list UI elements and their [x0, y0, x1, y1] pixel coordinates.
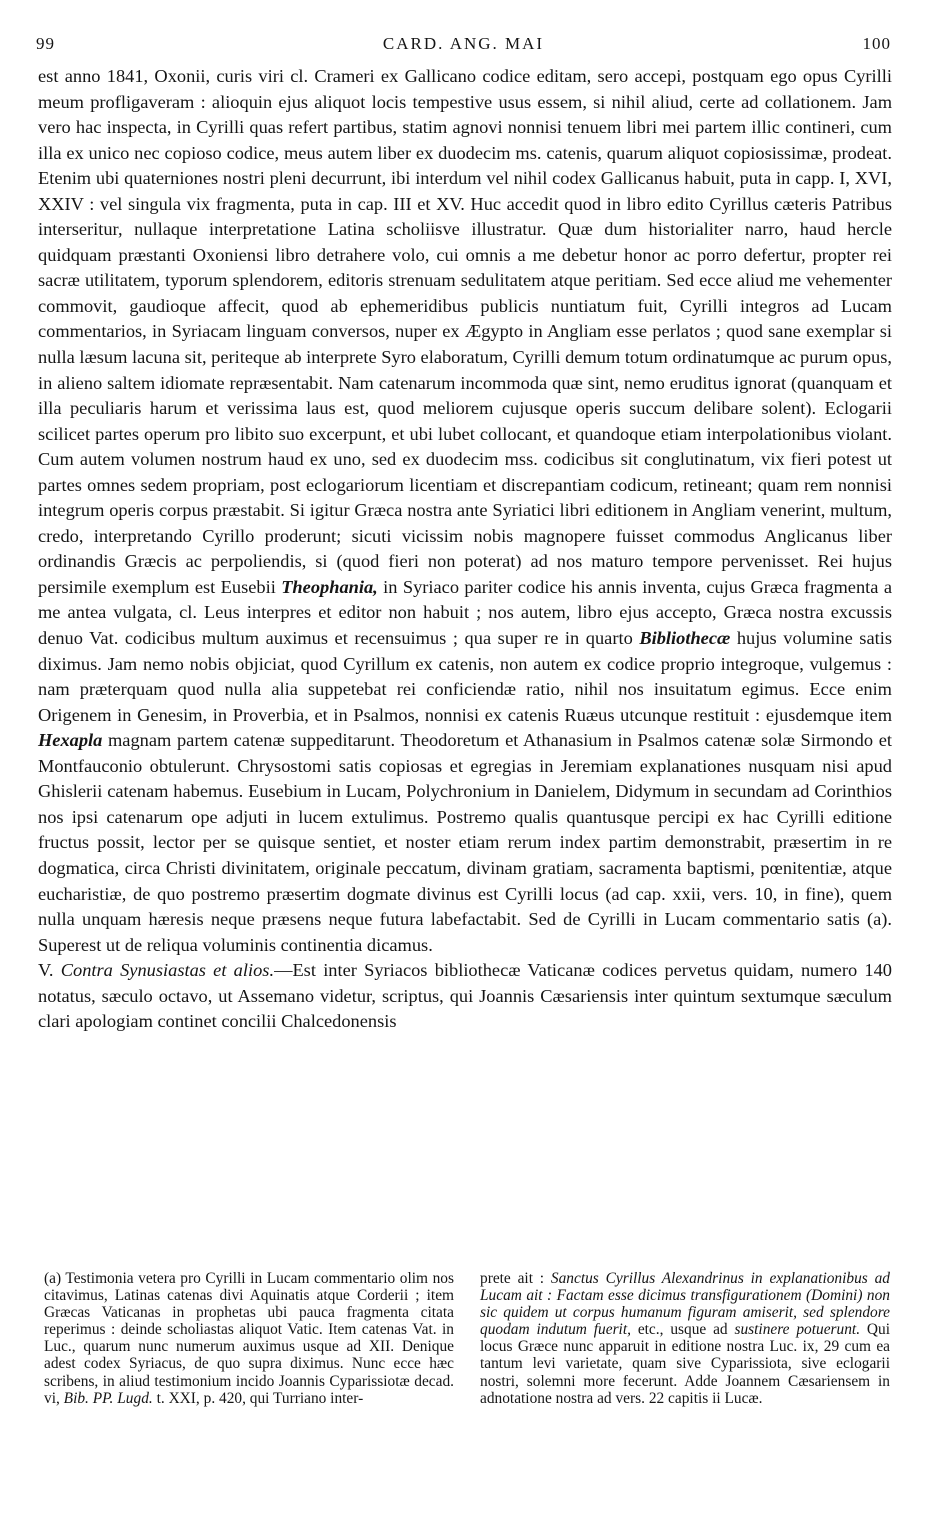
bibliothecae-title: Bibliothecæ — [639, 628, 731, 649]
paragraph-1 — [38, 64, 892, 958]
section-number: V. — [38, 960, 61, 981]
footnote-a-text-end: t. XXI, p. 420, qui Turriano inter- — [152, 1389, 364, 1407]
para1-text-c: hujus volumine satis diximus. Jam nemo nobis objiciat, quod Cyrillum ex catenis, non autem ex codice proprio integroque, vulgemus : nam præterquam quod nulla alia suppetebat rei conficiendæ ratio, nihil nos insuitatum egimus. Ecce enim Origenem in Genesim, in Proverbia, et in Psalmos, nonnisi ex catenis Ruæus utcunque restituit : ejusdemque item — [38, 628, 892, 725]
footnote-cont-text-b: etc., usque ad — [630, 1321, 735, 1339]
paragraph-2 — [38, 958, 892, 1035]
para1-text-e: . Superest ut de reliqua voluminis continentia dicamus. — [38, 909, 892, 955]
footnote-a-text: (a) Testimonia vetera pro Cyrilli in Lucam commentario olim nos citavimus, Latinas catenas divi Aquinatis atque Corderii ; item Græcas Vaticanas in prophetas ubi pauca fragmenta citata reperimus : deinde scholiastas aliquot Vatic. Item catenas Vat. in Luc., quarum nunc numerum auximus usque ad XII. Denique adest codex Syriacus, de quo supra diximus. Nunc ecce hæc scribens, in aliud testimonium incido Joannis Cyparissiotæ decad. vi, — [44, 1270, 454, 1407]
running-title: CARD. ANG. MAI — [382, 34, 545, 53]
hexapla-title: Hexapla — [38, 730, 103, 751]
para1-text-a: est anno 1841, Oxonii, curis viri cl. Crameri ex Gallicano codice editam, sero accepi, postquam ego opus Cyrilli meum profligaveram : alioquin ejus aliquot locis tempestive usus essem, si nihil aliud, certe ad collationem. Jam vero hac inspecta, in Cyrilli quas refert partibus, statim agnovi nonnisi tenuem libri mei partem illic contineri, cum illa ex unico nec copioso codice, meus autem liber ex duodecim ms. catenis, quarum aliquot copiosissimæ, prodeat. Etenim ubi quaterniones nostri pleni decurrunt, ibi interdum vel nihil codex Gallicanus habuit, puta in capp. I, XVI, XXIV : vel singula vix fragmenta, puta in cap. III et XV. Huc accedit quod in libro edito Cyrillus cæteris Patribus interseritur, nullaque interpretatione Latina scholiisve illustratur. Quæ dum historialiter narro, haud hercle quidquam præstanti Oxoniensi libro detrahere volo, cui omnis a me debetur honor ac porro defertur, propter rei sacræ utilitatem, typorum splendorem, editoris strenuam sedulitatem atque peritiam. Sed ecce aliud me vehementer commovit, gaudioque affecit, quod ab ephemeridibus publicis nuntiatum fuit, Cyrilli integros ad Lucam commentarios, in Syriacam linguam conversos, nuper ex Ægypto in Angliam esse perlatos ; quod sane exemplar si nulla læsum lacuna sit, periteque ab interprete Syro elaboratum, Cyrilli demum totum ordinatumque ac purum opus, in alieno saltem idiomate repræsentabit. Nam catenarum incommoda quæ sint, nemo eruditus ignorat (quanquam et illa peculiaris harum et verissima laus est, quod meliorem cujusque operis succum delibare solent). Eclogarii scilicet partes operum pro libito suo excerpunt, et ubi lubet collocant, et quandoque etiam interpolationibus violant. Cum autem volumen nostrum haud ex uno, sed ex duodecim mss. codicibus sit conglutinatum, vix fieri potest ut partes omnes sedem propriam, post eclogariorum licentiam et discrepantiam codicum, retineant; quam rem nonnisi integrum operis corpus præstabit. Si igitur Græca nostra ante Syriatici libri editionem in Angliam venerint, multum, credo, interpretando Cyrillo proderunt; sicuti vicissim nobis magnopere fuisset commodus Anglicanus liber ordinandis Græcis ac perpoliendis, si (quod fieri non poterat) ad nos maturo tempore pervenisset. Rei hujus persimile exemplum est Eusebii — [38, 66, 892, 597]
footnote-column-left — [44, 1270, 454, 1407]
page-number-left: 99 — [36, 34, 55, 53]
footnote-cont-text: prete ait : — [480, 1270, 551, 1287]
para2-text: —Est inter Syriacos bibliothecæ Vaticanæ codices pervetus quidam, numero 140 notatus, sæculo octavo, ut Assemano videtur, scriptus, qui Joannis Cæsariensis inter quintum sextumque sæculum clari apologiam continet concilii Chalcedonensis — [38, 960, 892, 1032]
footnote-ref[interactable]: (a) — [866, 909, 888, 930]
footnote-a-citation: Bib. PP. Lugd. — [63, 1389, 153, 1407]
footnote-quote: Sanctus Cyrillus Alexandrinus in explanationibus ad Lucam ait : Factam esse dicimus transfigurationem (Domini) non sic quidem ut corpus humanum figuram amiserit, sed splendore quodam indutum fuerit, — [480, 1270, 890, 1339]
footnote-cont-text-c: Qui locus Græce nunc apparuit in editione nostra Luc. ix, 29 cum ea tantum levi varietate, quam sive Cyparissiota, sive eclogarii nostri, solemni more fecerunt. Adde Joannem Cæsariensem in adnotatione nostra ad vers. 22 capitis ii Lucæ. — [480, 1321, 890, 1407]
section-title: Contra Synusiastas et alios. — [60, 960, 275, 981]
footnote-column-right — [480, 1270, 890, 1407]
main-text — [38, 64, 892, 1035]
para1-text-d: magnam partem catenæ suppeditarunt. Theodoretum et Athanasium in Psalmos catenæ solæ Sirmondo et Montfauconio obtulerunt. Chrysostomi satis copiosas et egregias in Jeremiam explanationes nusquam nisi apud Ghislerii catenam habemus. Eusebium in Lucam, Polychronium in Danielem, Didymum in secundam ad Corinthios nos ipsi catenarum ope adjuti in lucem extulimus. Postremo qualis quantusque percipi ex hac Cyrilli editione fructus possit, lector per se quisque sentiet, et noster etiam rerum index partim demonstrabit, præsertim in re dogmatica, circa Christi divinitatem, originale peccatum, divinam gratiam, sacramenta baptismi, pœnitentiæ, atque eucharistiæ, de quo postremo præsertim dogmate divinus est Cyrilli locus (ad cap. xxii, vers. 10, in fine), quem nulla unquam hæresis neque præsens neque futura labefactabit. Sed de Cyrilli in Lucam commentario satis — [38, 730, 892, 930]
footnote-quote-2: sustinere potuerunt. — [734, 1321, 861, 1339]
theophania-title: Theophania, — [281, 576, 378, 597]
para1-text-b: in Syriaco pariter codice his annis inventa, cujus Græca fragmenta a me antea vulgata, cl. Leus interpres et editor non habuit ; nos autem, libro ejus accepto, Græca nostra excussis denuo Vat. codicibus multum auximus et recensuimus ; qua super re in quarto — [38, 576, 892, 649]
page-number-right: 100 — [862, 34, 891, 53]
running-header — [36, 34, 891, 58]
